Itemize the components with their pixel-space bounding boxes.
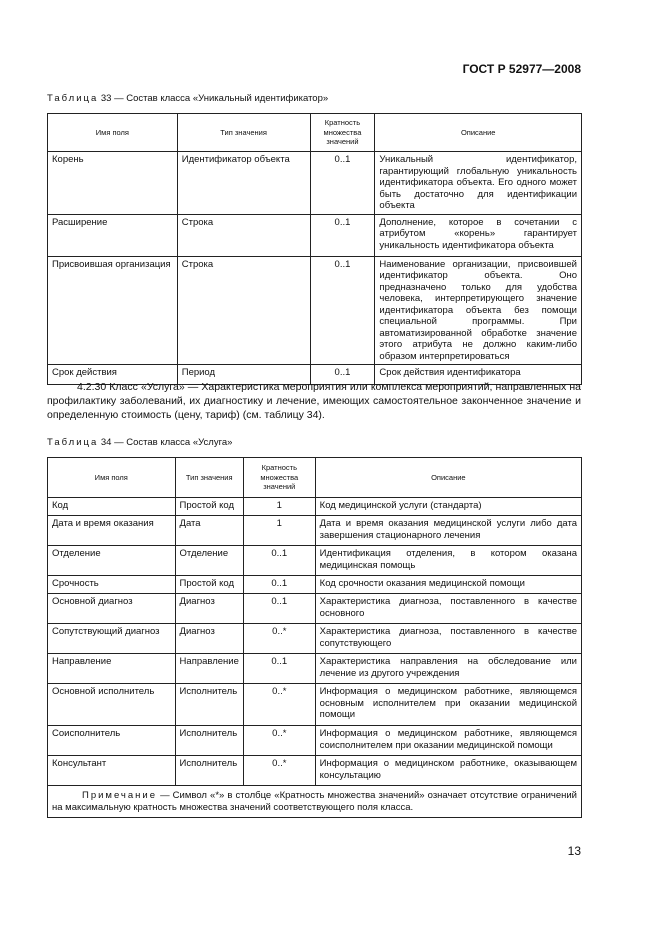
- cell-desc: Код срочности оказания медицинской помощи: [315, 576, 581, 594]
- cell-desc: Идентификация отделения, в котором оказана медицинская помощь: [315, 546, 581, 576]
- cell-desc: Характеристика направления на обследование или лечение из другого учреждения: [315, 654, 581, 684]
- table34-header-name: Имя поля: [48, 458, 176, 498]
- cell-mult: 0..*: [243, 684, 315, 726]
- note-text: — Символ «*» в столбце «Кратность множества значений» означает отсутствие ограничений на максимальную кратность множества значений соответствующего поля класса.: [52, 790, 577, 813]
- cell-type: Исполнитель: [175, 684, 243, 726]
- table-row: [48, 684, 582, 726]
- cell-mult: 1: [243, 516, 315, 546]
- cell-desc: Информация о медицинском работнике, оказывающем консультацию: [315, 756, 581, 786]
- cell-mult: 0..1: [243, 654, 315, 684]
- table34-note-row: [48, 786, 582, 818]
- cell-name: Сопутствующий диагноз: [48, 624, 176, 654]
- cell-name: Консультант: [48, 756, 176, 786]
- cell-desc: Дополнение, которое в сочетании с атрибутом «корень» гарантирует уникальность идентификатора объекта: [375, 214, 582, 256]
- table33-header-desc: Описание: [375, 114, 582, 152]
- cell-mult: 1: [243, 498, 315, 516]
- table33-caption: [47, 93, 328, 104]
- table-row: [48, 152, 582, 215]
- table33-header-mult: Кратность множества значений: [310, 114, 375, 152]
- cell-name: Дата и время оказания: [48, 516, 176, 546]
- table34-header-mult: Кратность множества значений: [243, 458, 315, 498]
- table33-caption-text: 33 — Состав класса «Уникальный идентификатор»: [100, 93, 329, 104]
- table33-header-type: Тип значения: [177, 114, 310, 152]
- cell-mult: 0..1: [243, 546, 315, 576]
- cell-type: Период: [177, 365, 310, 385]
- cell-type: Простой код: [175, 576, 243, 594]
- cell-mult: 0..1: [310, 256, 375, 365]
- cell-type: Исполнитель: [175, 756, 243, 786]
- cell-mult: 0..*: [243, 756, 315, 786]
- table33-caption-label: Таблица: [47, 93, 99, 104]
- cell-type: Отделение: [175, 546, 243, 576]
- cell-mult: 0..1: [243, 576, 315, 594]
- cell-type: Исполнитель: [175, 726, 243, 756]
- table34-header-type: Тип значения: [175, 458, 243, 498]
- cell-name: Основной диагноз: [48, 594, 176, 624]
- table-row: [48, 576, 582, 594]
- cell-desc: Наименование организации, присвоившей идентификатор объекта. Оно предназначено только для удобства человека, интерпретирующего значение идентификатора объекта без помощи специальной программы. При автоматизированной обработке значение этого атрибута не должно каким-либо образом интерпретироваться: [375, 256, 582, 365]
- cell-desc: Дата и время оказания медицинской услуги либо дата завершения стационарного лечения: [315, 516, 581, 546]
- cell-type: Направление: [175, 654, 243, 684]
- table34: [47, 457, 582, 818]
- note-label: Примечание: [82, 790, 157, 801]
- cell-name: Корень: [48, 152, 178, 215]
- cell-mult: 0..1: [310, 214, 375, 256]
- cell-desc: Характеристика диагноза, поставленного в качестве сопутствующего: [315, 624, 581, 654]
- cell-name: Отделение: [48, 546, 176, 576]
- cell-desc: Характеристика диагноза, поставленного в качестве основного: [315, 594, 581, 624]
- cell-mult: 0..1: [310, 365, 375, 385]
- cell-type: Строка: [177, 256, 310, 365]
- cell-mult: 0..*: [243, 726, 315, 756]
- cell-type: Дата: [175, 516, 243, 546]
- page-number: 13: [567, 844, 581, 858]
- document-code: ГОСТ Р 52977—2008: [462, 62, 581, 76]
- paragraph-4-2-30: 4.2.30 Класс «Услуга» — Характеристика мероприятия или комплекса мероприятий, направленных на профилактику заболеваний, их диагностику и лечение, имеющих самостоятельное законченное значение и определенную стоимость (цену, тариф) (см. таблицу 34).: [47, 381, 581, 421]
- cell-name: Срок действия: [48, 365, 178, 385]
- cell-name: Присвоившая организация: [48, 256, 178, 365]
- table33: [47, 113, 582, 385]
- cell-desc: Срок действия идентификатора: [375, 365, 582, 385]
- table34-header-desc: Описание: [315, 458, 581, 498]
- table-row: [48, 256, 582, 365]
- table-row: [48, 726, 582, 756]
- table34-caption: [47, 437, 232, 448]
- table-row: [48, 516, 582, 546]
- cell-name: Код: [48, 498, 176, 516]
- cell-name: Соисполнитель: [48, 726, 176, 756]
- cell-name: Срочность: [48, 576, 176, 594]
- cell-desc: Информация о медицинском работнике, являющемся соисполнителем при оказании медицинской помощи: [315, 726, 581, 756]
- cell-name: Расширение: [48, 214, 178, 256]
- table34-caption-text: 34 — Состав класса «Услуга»: [100, 437, 233, 448]
- table-row: [48, 756, 582, 786]
- table-row: [48, 214, 582, 256]
- table-row: [48, 498, 582, 516]
- cell-mult: 0..1: [243, 594, 315, 624]
- cell-desc: Код медицинской услуги (стандарта): [315, 498, 581, 516]
- table-row: [48, 654, 582, 684]
- table-row: [48, 624, 582, 654]
- cell-type: Диагноз: [175, 594, 243, 624]
- cell-type: Простой код: [175, 498, 243, 516]
- cell-type: Строка: [177, 214, 310, 256]
- cell-name: Основной исполнитель: [48, 684, 176, 726]
- table34-caption-label: Таблица: [47, 437, 99, 448]
- cell-name: Направление: [48, 654, 176, 684]
- table33-header-name: Имя поля: [48, 114, 178, 152]
- cell-mult: 0..1: [310, 152, 375, 215]
- cell-desc: Уникальный идентификатор, гарантирующий глобальную уникальность идентификатора объекта. Его одного может быть достаточно для идентификации объекта: [375, 152, 582, 215]
- table-row: [48, 546, 582, 576]
- cell-type: Диагноз: [175, 624, 243, 654]
- table34-note: [48, 786, 582, 818]
- cell-mult: 0..*: [243, 624, 315, 654]
- cell-desc: Информация о медицинском работнике, являющемся основным исполнителем при оказании медицинской помощи: [315, 684, 581, 726]
- cell-type: Идентификатор объекта: [177, 152, 310, 215]
- table-row: [48, 594, 582, 624]
